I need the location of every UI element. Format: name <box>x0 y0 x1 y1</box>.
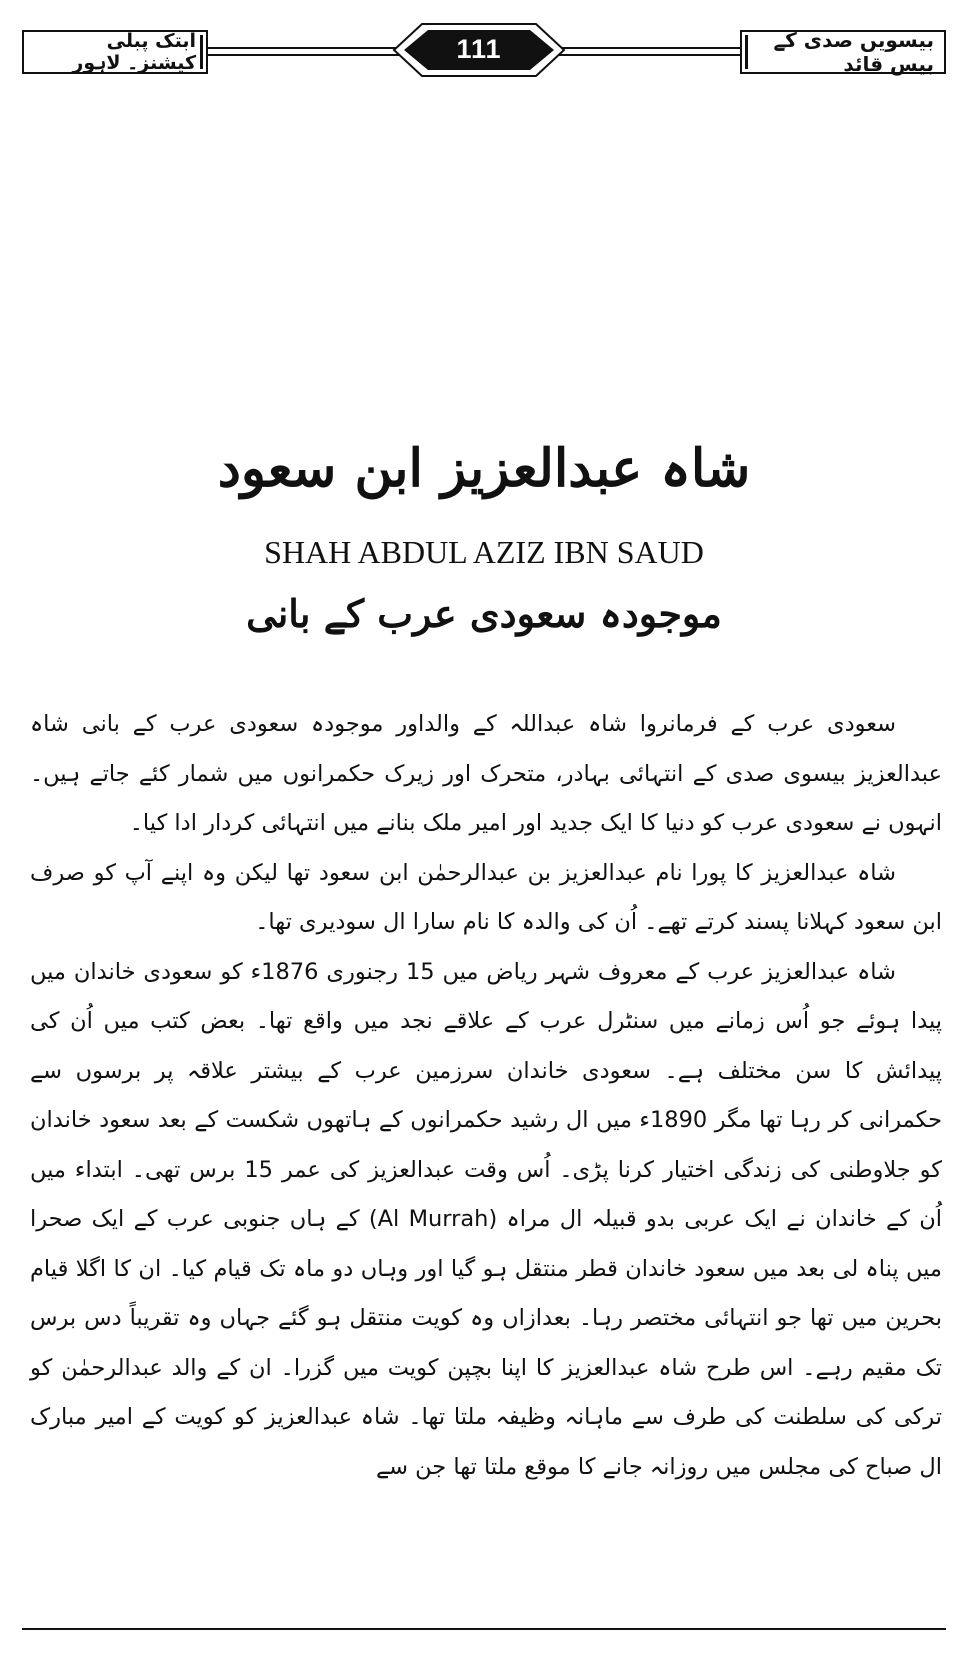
page-number: 111 <box>456 34 502 64</box>
chapter-subtitle-urdu: موجودہ سعودی عرب کے بانی <box>246 591 722 636</box>
paragraph-3: شاہ عبدالعزیز عرب کے معروف شہر ریاض میں 15 رجنوری 1876ء کو سعودی خاندان میں پیدا ہوئے جو اُس زمانے میں سنٹرل عرب کے علاقے نجد میں واقع تھا۔ بعض کتب میں اُن کی پیدائش کا سن مختلف ہے۔ سعودی خاندان سرزمین عرب کے بیشتر علاقہ پر برسوں سے حکمرانی کر رہا تھا مگر 1890ء میں ال رشید حکمرانوں کے ہاتھوں شکست کے بعد سعود خاندان کو جلاوطنی کی زندگی اختیار کرنا پڑی۔ اُس وقت عبدالعزیز کی عمر 15 برس تھی۔ ابتداء میں اُن کے خاندان نے ایک عربی بدو قبیلہ ال مراہ (Al Murrah) کے ہاں جنوبی عرب کے ایک صحرا میں پناہ لی بعد میں سعود خاندان قطر منتقل ہو گیا اور وہاں دو ماہ تک قیام کیا۔ ان کا اگلا قیام بحرین میں تھا جو انتہائی مختصر رہا۔ بعدازاں وہ کویت منتقل ہو گئے جہاں وہ تقریباً دس برس تک مقیم رہے۔ اس طرح شاہ عبدالعزیز کا اپنا بچپن کویت میں گزرا۔ ان کے والد عبدالرحمٰن کو ترکی کی سلطنت کی طرف سے ماہانہ وظیفہ ملتا تھا۔ شاہ عبدالعزیز کو کویت کے امیر مبارک ال صباح کی مجلس میں روزانہ جانے کا موقع ملتا تھا جن سے <box>30 958 943 1480</box>
publisher-name: ابتک پبلی کیشنز۔ لاہور <box>72 30 196 74</box>
publisher-box <box>22 30 208 74</box>
chapter-title-english: SHAH ABDUL AZIZ IBN SAUD <box>264 534 704 570</box>
page-number-badge <box>388 18 570 82</box>
running-header <box>22 18 946 80</box>
book-title-box <box>740 30 946 74</box>
paragraph-2: شاہ عبدالعزیز کا پورا نام عبدالعزیز بن عبدالرحمٰن ابن سعود تھا لیکن وہ اپنے آپ کو صرف ابن سعود کہلانا پسند کرتے تھے۔ اُن کی والدہ کا نام سارا ال سودیری تھا۔ <box>30 859 942 935</box>
body-text <box>30 700 942 1492</box>
paragraph-1: سعودی عرب کے فرمانروا شاہ عبداللہ کے والداور موجودہ سعودی عرب کے بانی شاہ عبدالعزیز بیسوی صدی کے انتہائی بہادر، متحرک اور زیرک حکمرانوں میں شمار کئے جاتے ہیں۔ انہوں نے سعودی عرب کو دنیا کا ایک جدید اور امیر ملک بنانے میں انتہائی کردار ادا کیا۔ <box>30 711 942 836</box>
book-title: بیسویں صدی کے بیس قائد <box>773 28 934 76</box>
footer-rule <box>22 1628 946 1630</box>
chapter-title-urdu: شاہ عبدالعزیز ابن سعود <box>217 438 751 499</box>
